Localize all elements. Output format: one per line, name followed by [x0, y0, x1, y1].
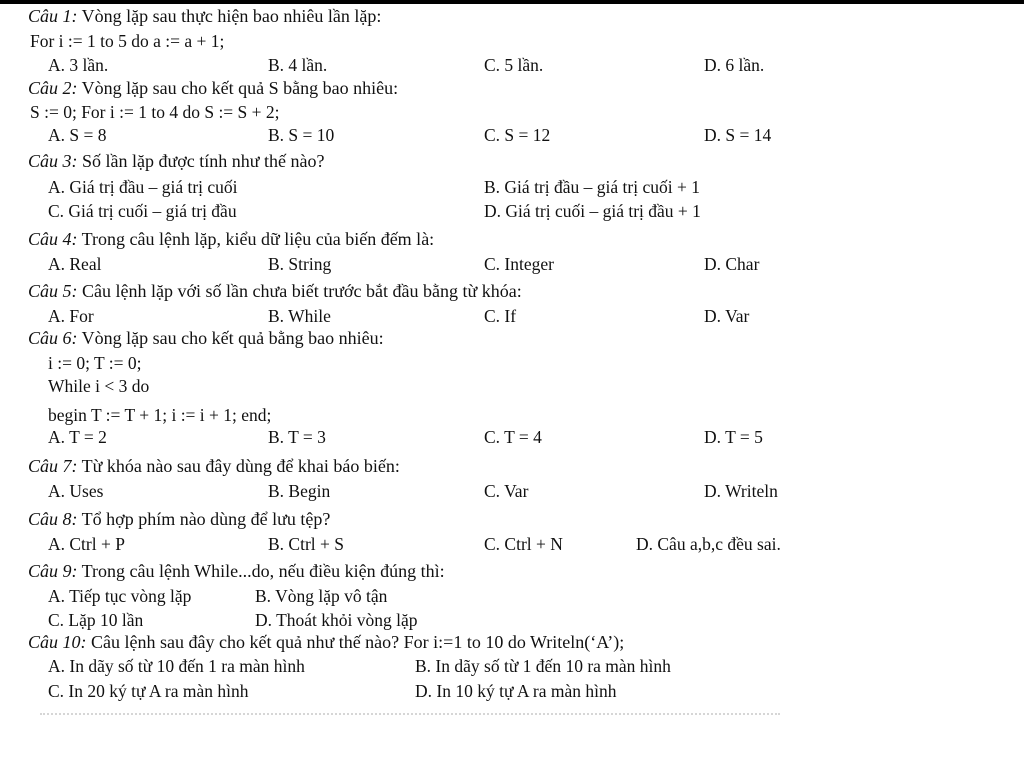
q9-option-a: A. Tiếp tục vòng lặp: [48, 586, 192, 606]
question-6-code-line-3: begin T := T + 1; i := i + 1; end;: [48, 405, 272, 425]
q8-option-a: A. Ctrl + P: [48, 534, 125, 554]
q9-option-b: B. Vòng lặp vô tận: [255, 586, 388, 606]
q9-option-c: C. Lặp 10 lần: [48, 610, 144, 630]
q5-option-a: A. For: [48, 306, 94, 326]
question-text: Trong câu lệnh lặp, kiểu dữ liệu của biến đếm là:: [77, 229, 435, 249]
question-9: [28, 561, 445, 581]
question-text: Câu lệnh lặp với số lần chưa biết trước bắt đầu bằng từ khóa:: [77, 281, 522, 301]
q2-option-d: D. S = 14: [704, 125, 772, 145]
question-1: [28, 6, 381, 26]
question-text: Tổ hợp phím nào dùng để lưu tệp?: [77, 509, 331, 529]
q4-option-b: B. String: [268, 254, 332, 274]
q6-option-a: A. T = 2: [48, 427, 107, 447]
q1-option-d: D. 6 lần.: [704, 55, 765, 75]
q2-option-b: B. S = 10: [268, 125, 335, 145]
question-text: Vòng lặp sau thực hiện bao nhiêu lần lặp:: [77, 6, 382, 26]
question-7: [28, 456, 400, 476]
q9-option-d: D. Thoát khỏi vòng lặp: [255, 610, 418, 630]
cut-off-text-line: [40, 707, 780, 715]
q1-option-a: A. 3 lần.: [48, 55, 109, 75]
q10-option-a: A. In dãy số từ 10 đến 1 ra màn hình: [48, 656, 305, 676]
question-text: Từ khóa nào sau đây dùng để khai báo biến:: [77, 456, 400, 476]
q4-option-d: D. Char: [704, 254, 760, 274]
question-label: Câu 9:: [28, 561, 78, 581]
question-8: [28, 509, 330, 529]
question-10: [28, 632, 624, 652]
question-6-code-line-2: While i < 3 do: [48, 376, 150, 396]
question-label: Câu 2:: [28, 78, 78, 98]
q10-option-c: C. In 20 ký tự A ra màn hình: [48, 681, 249, 701]
q8-option-b: B. Ctrl + S: [268, 534, 344, 554]
question-2-code: S := 0; For i := 1 to 4 do S := S + 2;: [30, 102, 280, 122]
question-6-code-line-1: i := 0; T := 0;: [48, 353, 142, 373]
question-text: Số lần lặp được tính như thế nào?: [77, 151, 325, 171]
q6-option-c: C. T = 4: [484, 427, 542, 447]
question-label: Câu 3:: [28, 151, 78, 171]
q7-option-b: B. Begin: [268, 481, 331, 501]
question-label: Câu 4:: [28, 229, 78, 249]
q8-option-c: C. Ctrl + N: [484, 534, 563, 554]
q8-option-d: D. Câu a,b,c đều sai.: [636, 534, 781, 554]
q7-option-d: D. Writeln: [704, 481, 778, 501]
top-border: [0, 0, 1024, 4]
question-1-code: For i := 1 to 5 do a := a + 1;: [30, 31, 225, 51]
q5-option-c: C. If: [484, 306, 517, 326]
q7-option-c: C. Var: [484, 481, 529, 501]
question-label: Câu 8:: [28, 509, 78, 529]
question-6: [28, 328, 384, 348]
question-5: [28, 281, 522, 301]
q3-option-c: C. Giá trị cuối – giá trị đầu: [48, 201, 237, 221]
q10-option-d: D. In 10 ký tự A ra màn hình: [415, 681, 617, 701]
question-3: [28, 151, 324, 171]
q2-option-a: A. S = 8: [48, 125, 107, 145]
q3-option-d: D. Giá trị cuối – giá trị đầu + 1: [484, 201, 701, 221]
q3-option-b: B. Giá trị đầu – giá trị cuối + 1: [484, 177, 700, 197]
question-text: Vòng lặp sau cho kết quả bằng bao nhiêu:: [77, 328, 384, 348]
question-label: Câu 5:: [28, 281, 78, 301]
q7-option-a: A. Uses: [48, 481, 104, 501]
q10-option-b: B. In dãy số từ 1 đến 10 ra màn hình: [415, 656, 671, 676]
question-label: Câu 7:: [28, 456, 78, 476]
question-text: Vòng lặp sau cho kết quả S bằng bao nhiêu:: [77, 78, 399, 98]
question-2: [28, 78, 398, 98]
q1-option-c: C. 5 lần.: [484, 55, 544, 75]
question-label: Câu 6:: [28, 328, 78, 348]
q3-option-a: A. Giá trị đầu – giá trị cuối: [48, 177, 238, 197]
question-text: Câu lệnh sau đây cho kết quả như thế nào? For i:=1 to 10 do Writeln(‘A’);: [86, 632, 625, 652]
q4-option-c: C. Integer: [484, 254, 554, 274]
q6-option-b: B. T = 3: [268, 427, 326, 447]
q6-option-d: D. T = 5: [704, 427, 763, 447]
q5-option-b: B. While: [268, 306, 331, 326]
q5-option-d: D. Var: [704, 306, 750, 326]
question-label: Câu 10:: [28, 632, 87, 652]
q4-option-a: A. Real: [48, 254, 102, 274]
question-label: Câu 1:: [28, 6, 78, 26]
question-4: [28, 229, 434, 249]
q1-option-b: B. 4 lần.: [268, 55, 328, 75]
question-text: Trong câu lệnh While...do, nếu điều kiện đúng thì:: [77, 561, 445, 581]
q2-option-c: C. S = 12: [484, 125, 551, 145]
